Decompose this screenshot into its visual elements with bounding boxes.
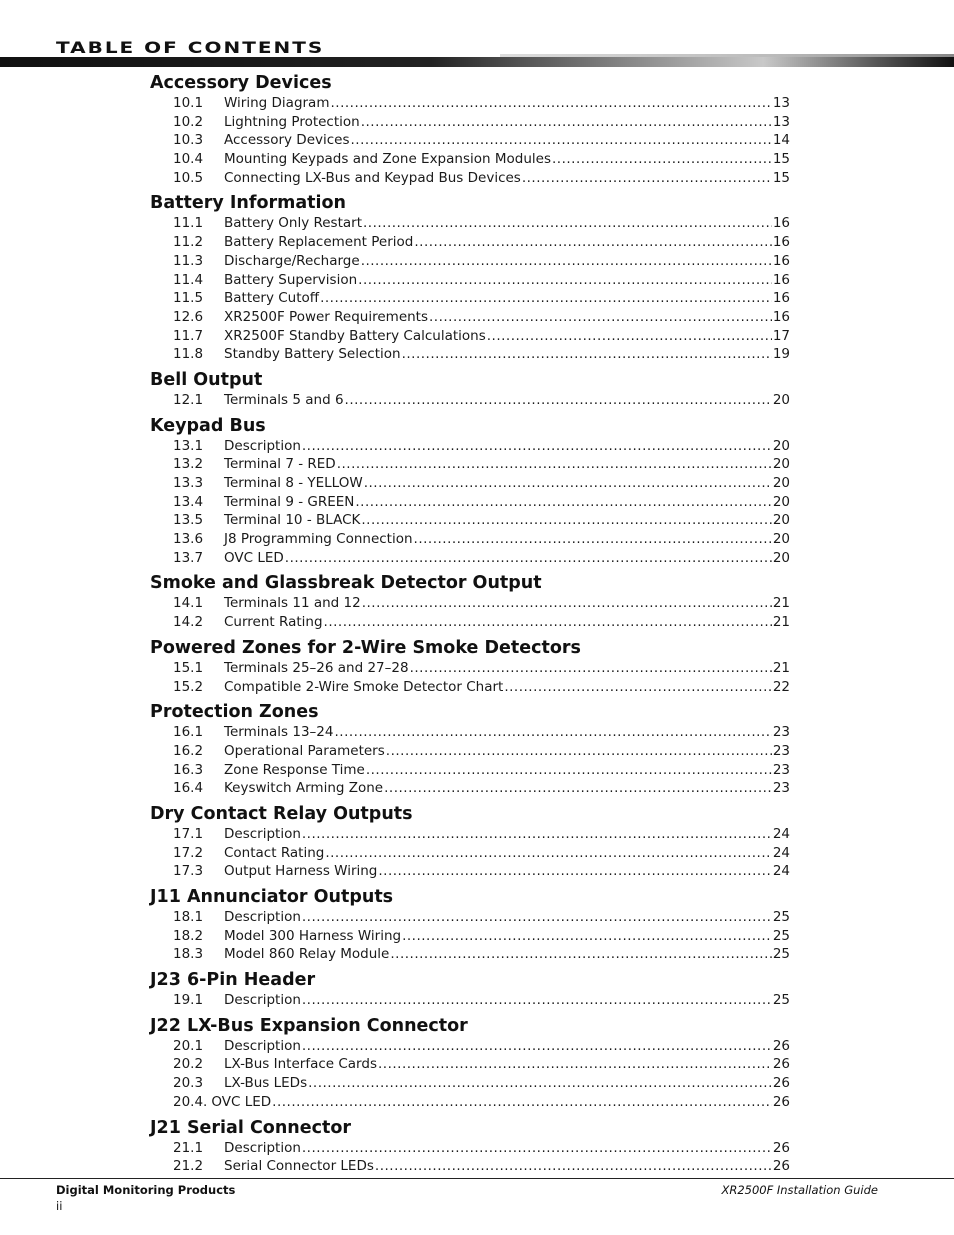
entry-page-number: 19 [772, 346, 790, 363]
toc-section [150, 701, 790, 798]
table-of-contents [150, 72, 790, 1181]
entry-page-number: 17 [772, 327, 790, 344]
section-title: Accessory Devices [150, 73, 332, 93]
toc-section [150, 72, 790, 187]
toc-entry[interactable] [150, 530, 790, 549]
entry-number: 16.2 [173, 742, 204, 759]
toc-entry[interactable] [150, 613, 790, 632]
entry-title: Battery Supervision [224, 271, 358, 288]
toc-entry[interactable] [150, 742, 790, 761]
entry-page-number: 20 [772, 549, 790, 566]
entry-title: Description [224, 909, 301, 925]
entry-title: Description [224, 437, 301, 454]
entry-number: 16.3 [173, 761, 204, 778]
entry-number: 16.4 [173, 780, 204, 797]
entry-number: 10.2 [173, 113, 204, 130]
entry-number: 11.2 [173, 234, 204, 251]
toc-section [150, 969, 790, 1010]
entry-number: 11.8 [173, 346, 204, 363]
entry-title: Description [224, 825, 301, 842]
toc-section [150, 803, 790, 881]
entry-number: 12.6 [173, 308, 204, 325]
entry-number: 13.2 [173, 456, 204, 473]
toc-entry[interactable] [150, 94, 790, 113]
toc-entry[interactable] [150, 131, 790, 150]
entry-number: 11.4 [173, 271, 204, 288]
entry-title: Terminal 8 - YELLOW [224, 475, 363, 491]
entry-title: Accessory Devices [224, 132, 350, 149]
entry-page-number: 26 [772, 1158, 790, 1175]
dot-leader [364, 474, 772, 493]
entry-title: Terminals 25–26 and 27–28 [224, 659, 409, 676]
dot-leader [366, 761, 772, 780]
toc-entry[interactable] [150, 327, 790, 346]
entry-number: 11.7 [173, 327, 204, 344]
toc-entry[interactable] [150, 844, 790, 863]
section-title: Dry Contact Relay Outputs [150, 803, 413, 824]
section-title: Keypad Bus [150, 415, 266, 436]
dot-leader [355, 493, 771, 512]
entry-page-number: 16 [772, 271, 790, 288]
toc-entry[interactable] [150, 549, 790, 568]
toc-entry[interactable] [150, 233, 790, 252]
dot-leader [402, 927, 772, 946]
entry-page-number: 23 [772, 761, 790, 778]
dot-leader [361, 113, 772, 132]
dot-leader [285, 549, 772, 568]
entry-page-number: 14 [772, 132, 790, 149]
section-title: Bell Output [150, 369, 263, 390]
dot-leader [362, 594, 772, 613]
entry-page-number: 21 [772, 659, 790, 676]
entry-page-number: 21 [772, 595, 790, 612]
entry-page-number: 21 [772, 614, 790, 631]
dot-leader [487, 327, 772, 346]
dot-leader [522, 169, 772, 188]
toc-entry[interactable] [150, 169, 790, 188]
entry-title: Current Rating [224, 614, 323, 631]
entry-page-number: 25 [772, 909, 790, 925]
entry-title: Contact Rating [224, 844, 325, 861]
toc-entry[interactable] [150, 779, 790, 798]
toc-entry[interactable] [150, 308, 790, 327]
toc-entry[interactable] [150, 455, 790, 474]
toc-entry[interactable] [150, 493, 790, 512]
entry-title: Terminals 13–24 [224, 724, 334, 741]
section-title: Smoke and Glassbreak Detector Output [150, 573, 542, 594]
section-title: J22 LX-Bus Expansion Connector [150, 1015, 468, 1036]
entry-page-number: 20 [772, 531, 790, 548]
section-title: Battery Information [150, 193, 347, 214]
toc-entry[interactable] [150, 271, 790, 290]
entry-number: 15.1 [173, 659, 204, 676]
entry-title: Output Harness Wiring [224, 863, 378, 880]
toc-section [150, 1117, 790, 1176]
footer-page-number: ii [56, 1199, 63, 1213]
dot-leader [320, 289, 772, 308]
dot-leader [337, 455, 772, 474]
entry-title: Standby Battery Selection [224, 346, 401, 363]
entry-title: Battery Replacement Period [224, 234, 414, 251]
dot-leader [302, 437, 772, 456]
entry-title: Wiring Diagram [224, 95, 330, 111]
toc-section [150, 369, 790, 410]
entry-page-number: 26 [772, 1075, 790, 1092]
entry-title: Serial Connector LEDs [224, 1158, 374, 1175]
entry-title: Model 860 Relay Module [224, 946, 390, 963]
toc-entry[interactable] [150, 761, 790, 780]
footer-company: Digital Monitoring Products [56, 1183, 236, 1197]
toc-entry[interactable] [150, 1093, 790, 1112]
entry-page-number: 23 [772, 724, 790, 741]
dot-leader [414, 530, 772, 549]
entry-title: XR2500F Power Requirements [224, 308, 429, 325]
entry-page-number: 16 [772, 252, 790, 269]
entry-title: OVC LED [224, 549, 284, 566]
entry-page-number: 25 [772, 992, 790, 1009]
toc-entry[interactable] [150, 391, 790, 410]
entry-title: Description [224, 1139, 301, 1156]
entry-number: 10.4 [173, 151, 204, 168]
entry-number: 20.4. [173, 1093, 208, 1110]
entry-title: Terminals 5 and 6 [224, 391, 344, 408]
entry-number: 21.2 [173, 1158, 204, 1175]
toc-entry[interactable] [150, 437, 790, 456]
section-title: Protection Zones [150, 702, 319, 723]
entry-number: 20.2 [173, 1056, 204, 1073]
dot-leader [552, 150, 772, 169]
entry-number: 21.1 [173, 1139, 204, 1156]
toc-section [150, 572, 790, 631]
entry-title: Discharge/Recharge [224, 252, 360, 269]
entry-page-number: 24 [772, 863, 790, 880]
entry-number: 11.3 [173, 252, 204, 269]
entry-title: Terminal 10 - BLACK [224, 512, 361, 529]
toc-entry[interactable] [150, 1055, 790, 1074]
entry-title: Model 300 Harness Wiring [224, 927, 402, 944]
toc-entry[interactable] [150, 474, 790, 493]
dot-leader [351, 131, 772, 150]
entry-title: Description [224, 1037, 301, 1054]
dot-leader [330, 94, 771, 113]
entry-number: 13.3 [173, 475, 204, 491]
toc-entry[interactable] [150, 825, 790, 844]
entry-number: 18.1 [173, 909, 204, 925]
toc-entry[interactable] [150, 723, 790, 742]
dot-leader [378, 1055, 772, 1074]
dot-leader [429, 308, 772, 327]
toc-entry[interactable] [150, 150, 790, 169]
entry-page-number: 16 [772, 290, 790, 307]
entry-number: 14.2 [173, 614, 204, 631]
entry-page-number: 16 [772, 215, 790, 232]
toc-section [150, 886, 790, 964]
toc-entry[interactable] [150, 1157, 790, 1176]
dot-leader [358, 271, 772, 290]
dot-leader [384, 779, 772, 798]
toc-entry[interactable] [150, 594, 790, 613]
entry-title: Terminals 11 and 12 [224, 595, 361, 612]
entry-title: Battery Cutoff [224, 290, 320, 307]
toc-section [150, 192, 790, 364]
dot-leader [302, 991, 772, 1010]
entry-page-number: 20 [772, 437, 790, 454]
entry-number: 11.1 [173, 215, 204, 232]
entry-title: OVC LED [211, 1093, 272, 1110]
toc-section [150, 415, 790, 568]
entry-page-number: 26 [772, 1093, 790, 1110]
entry-number: 10.3 [173, 132, 204, 149]
dot-leader [402, 345, 772, 364]
toc-entry[interactable] [150, 345, 790, 364]
toc-entry[interactable] [150, 511, 790, 530]
entry-page-number: 26 [772, 1056, 790, 1073]
entry-number: 12.1 [173, 391, 204, 408]
entry-page-number: 25 [772, 946, 790, 963]
entry-number: 13.6 [173, 531, 204, 548]
toc-entry[interactable] [150, 991, 790, 1010]
toc-entry[interactable] [150, 289, 790, 308]
toc-entry[interactable] [150, 1037, 790, 1056]
toc-section [150, 637, 790, 696]
entry-number: 20.1 [173, 1037, 204, 1054]
entry-page-number: 23 [772, 742, 790, 759]
entry-number: 14.1 [173, 595, 204, 612]
toc-section [150, 1015, 790, 1112]
entry-title: LX-Bus Interface Cards [224, 1056, 377, 1073]
section-title: J23 6-Pin Header [150, 970, 316, 991]
dot-leader [302, 1139, 772, 1158]
toc-entry[interactable] [150, 113, 790, 132]
toc-entry[interactable] [150, 214, 790, 233]
dot-leader [334, 723, 771, 742]
entry-page-number: 20 [772, 475, 790, 491]
entry-title: J8 Programming Connection [224, 531, 413, 548]
dot-leader [325, 844, 771, 863]
entry-page-number: 24 [772, 844, 790, 861]
footer-doc-title: XR2500F Installation Guide [721, 1183, 878, 1197]
entry-number: 10.5 [173, 169, 204, 186]
dot-leader [324, 613, 772, 632]
entry-number: 13.5 [173, 512, 204, 529]
entry-page-number: 26 [772, 1037, 790, 1054]
entry-page-number: 20 [772, 456, 790, 473]
entry-page-number: 26 [772, 1139, 790, 1156]
entry-page-number: 16 [772, 234, 790, 251]
entry-number: 13.4 [173, 493, 204, 510]
entry-page-number: 15 [772, 169, 790, 186]
entry-page-number: 13 [772, 95, 790, 111]
entry-title: Keyswitch Arming Zone [224, 780, 384, 797]
entry-page-number: 20 [772, 391, 790, 408]
dot-leader [410, 659, 772, 678]
entry-page-number: 23 [772, 780, 790, 797]
entry-number: 19.1 [173, 992, 204, 1009]
entry-number: 10.1 [173, 95, 204, 111]
dot-leader [272, 1093, 772, 1112]
section-title: J11 Annunciator Outputs [150, 887, 394, 907]
entry-page-number: 20 [772, 493, 790, 510]
entry-number: 16.1 [173, 724, 204, 741]
dot-leader [302, 908, 772, 927]
entry-title: Connecting LX-Bus and Keypad Bus Devices [224, 169, 521, 186]
entry-title: Battery Only Restart [224, 215, 362, 232]
dot-leader [345, 391, 772, 410]
dot-leader [361, 252, 772, 271]
page-title: TABLE OF CONTENTS [56, 38, 325, 57]
entry-number: 17.2 [173, 844, 204, 861]
toc-entry[interactable] [150, 1074, 790, 1093]
entry-number: 11.5 [173, 290, 204, 307]
dot-leader [302, 1037, 772, 1056]
entry-number: 20.3 [173, 1075, 204, 1092]
entry-page-number: 25 [772, 927, 790, 944]
entry-number: 13.7 [173, 549, 204, 566]
entry-title: Compatible 2-Wire Smoke Detector Chart [224, 678, 504, 695]
dot-leader [414, 233, 771, 252]
dot-leader [302, 825, 772, 844]
entry-title: Description [224, 992, 301, 1009]
entry-number: 18.2 [173, 927, 204, 944]
entry-page-number: 22 [772, 678, 790, 695]
dot-leader [375, 1157, 772, 1176]
toc-entry[interactable] [150, 908, 790, 927]
entry-number: 17.3 [173, 863, 204, 880]
entry-page-number: 24 [772, 825, 790, 842]
entry-number: 13.1 [173, 437, 204, 454]
section-title: J21 Serial Connector [150, 1117, 352, 1138]
dot-leader [361, 511, 771, 530]
toc-entry[interactable] [150, 252, 790, 271]
entry-number: 18.3 [173, 946, 204, 963]
dot-leader [363, 214, 772, 233]
toc-entry[interactable] [150, 945, 790, 964]
footer-rule [0, 1178, 954, 1179]
toc-entry[interactable] [150, 862, 790, 881]
dot-leader [308, 1074, 772, 1093]
entry-page-number: 15 [772, 151, 790, 168]
dot-leader [390, 945, 771, 964]
entry-page-number: 16 [772, 308, 790, 325]
entry-number: 15.2 [173, 678, 204, 695]
entry-title: Operational Parameters [224, 742, 385, 759]
entry-page-number: 13 [772, 113, 790, 130]
entry-title: LX-Bus LEDs [224, 1075, 308, 1092]
toc-entry[interactable] [150, 659, 790, 678]
entry-title: Terminal 7 - RED [224, 456, 336, 473]
toc-entry[interactable] [150, 678, 790, 697]
entry-title: Terminal 9 - GREEN [224, 493, 355, 510]
header-rule-bar [0, 57, 954, 67]
entry-title: Lightning Protection [224, 113, 360, 130]
toc-entry[interactable] [150, 1139, 790, 1158]
dot-leader [386, 742, 772, 761]
toc-entry[interactable] [150, 927, 790, 946]
entry-title: Mounting Keypads and Zone Expansion Modules [224, 151, 551, 168]
section-title: Powered Zones for 2-Wire Smoke Detectors [150, 637, 581, 658]
entry-title: XR2500F Standby Battery Calculations [224, 327, 486, 344]
dot-leader [504, 678, 771, 697]
entry-number: 17.1 [173, 825, 204, 842]
entry-title: Zone Response Time [224, 761, 365, 778]
entry-page-number: 20 [772, 512, 790, 529]
dot-leader [378, 862, 771, 881]
